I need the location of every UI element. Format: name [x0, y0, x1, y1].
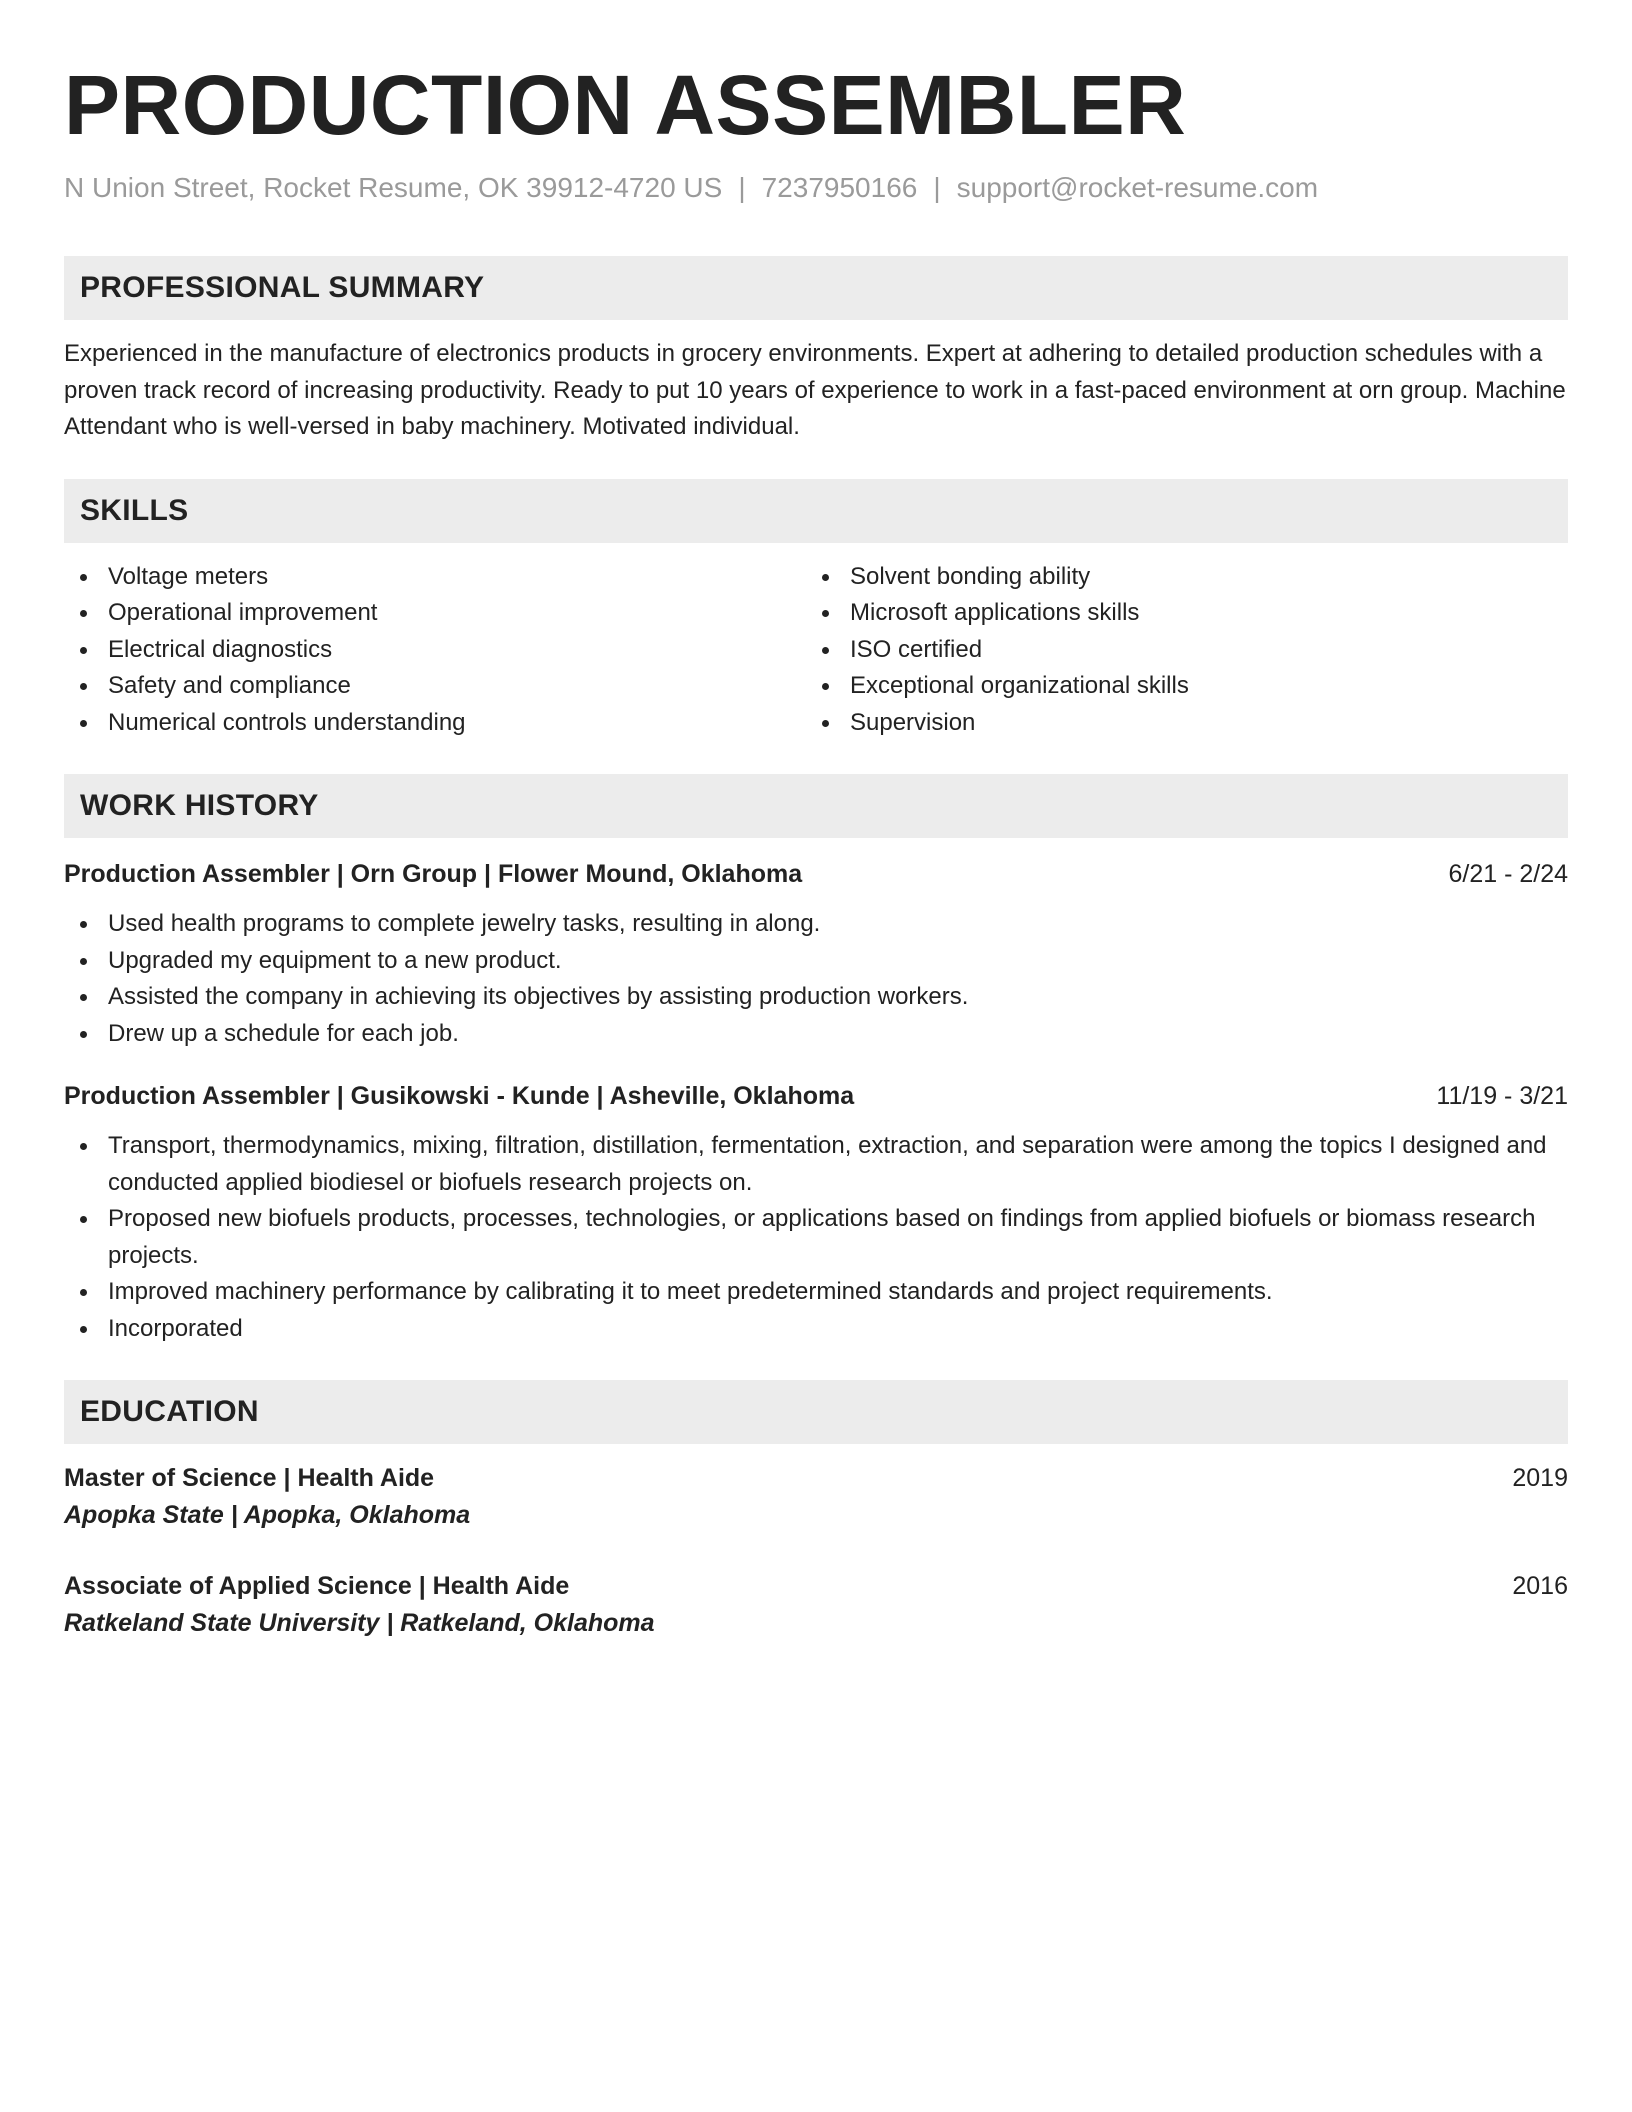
- skills-list: [64, 559, 1568, 742]
- skills-column-right: [806, 559, 1548, 742]
- summary-heading: PROFESSIONAL SUMMARY: [64, 256, 1568, 320]
- job-entry: [64, 1078, 1568, 1347]
- contact-separator: |: [933, 172, 941, 203]
- job-dates: 6/21 - 2/24: [1448, 860, 1568, 888]
- contact-email: support@rocket-resume.com: [956, 172, 1319, 203]
- job-bullet: Assisted the company in achieving its objectives by assisting production workers.: [64, 979, 1568, 1016]
- education-school: Apopka State | Apopka, Oklahoma: [64, 1501, 471, 1529]
- candidate-name: PRODUCTION ASSEMBLER: [64, 58, 1187, 152]
- education-entry: [64, 1568, 1568, 1642]
- contact-line: [64, 170, 1568, 206]
- summary-text: Experienced in the manufacture of electronics products in grocery environments. Expert at adhering to detailed production schedules with a proven track record of increasing productivity. Ready to put 10 years of experience to work in a fast-paced environment at orn group. Machine Attendant who is well-versed in baby machinery. Motivated individual.: [64, 340, 1566, 440]
- job-bullet: Used health programs to complete jewelry tasks, resulting in along.: [64, 906, 1568, 943]
- job-header: [64, 1078, 1568, 1114]
- skill-item: Supervision: [806, 705, 1548, 742]
- skill-item: Numerical controls understanding: [64, 705, 806, 742]
- skills-column-left: [64, 559, 806, 742]
- skill-item: Safety and compliance: [64, 668, 806, 705]
- skill-item: Voltage meters: [64, 559, 806, 596]
- skill-item: Electrical diagnostics: [64, 632, 806, 669]
- job-entry: [64, 856, 1568, 1052]
- skill-item: Operational improvement: [64, 595, 806, 632]
- education-header: [64, 1568, 1568, 1604]
- job-dates: 11/19 - 3/21: [1436, 1082, 1568, 1110]
- education-degree: Master of Science | Health Aide: [64, 1464, 435, 1492]
- education-year: 2019: [1512, 1464, 1568, 1492]
- contact-phone: 7237950166: [761, 172, 918, 203]
- skill-item: Microsoft applications skills: [806, 595, 1548, 632]
- skills-heading: SKILLS: [64, 479, 1568, 543]
- education-degree: Associate of Applied Science | Health Aide: [64, 1572, 570, 1600]
- education-year: 2016: [1512, 1572, 1568, 1600]
- skill-item: Solvent bonding ability: [806, 559, 1548, 596]
- job-header: [64, 856, 1568, 892]
- job-bullet: Drew up a schedule for each job.: [64, 1016, 1568, 1053]
- contact-address: N Union Street, Rocket Resume, OK 39912-4720 US: [64, 172, 723, 203]
- education-heading: EDUCATION: [64, 1380, 1568, 1444]
- skill-item: ISO certified: [806, 632, 1548, 669]
- job-title: Production Assembler | Orn Group | Flower Mound, Oklahoma: [64, 860, 803, 888]
- job-bullet: Upgraded my equipment to a new product.: [64, 943, 1568, 980]
- job-bullet: Proposed new biofuels products, processes, technologies, or applications based on findings from applied biofuels or biomass research projects.: [64, 1201, 1568, 1274]
- job-bullet: Transport, thermodynamics, mixing, filtration, distillation, fermentation, extraction, and separation were among the topics I designed and conducted applied biodiesel or biofuels research projects on.: [64, 1128, 1568, 1201]
- job-bullet: Improved machinery performance by calibrating it to meet predetermined standards and project requirements.: [64, 1274, 1568, 1311]
- education-school: Ratkeland State University | Ratkeland, Oklahoma: [64, 1609, 655, 1637]
- job-bullet: Incorporated: [64, 1311, 1568, 1348]
- education-entry: [64, 1460, 1568, 1534]
- work-history-heading: WORK HISTORY: [64, 774, 1568, 838]
- job-bullets: [64, 1128, 1568, 1347]
- education-header: [64, 1460, 1568, 1496]
- contact-separator: |: [738, 172, 746, 203]
- skill-item: Exceptional organizational skills: [806, 668, 1548, 705]
- job-title: Production Assembler | Gusikowski - Kunde | Asheville, Oklahoma: [64, 1082, 855, 1110]
- job-bullets: [64, 906, 1568, 1052]
